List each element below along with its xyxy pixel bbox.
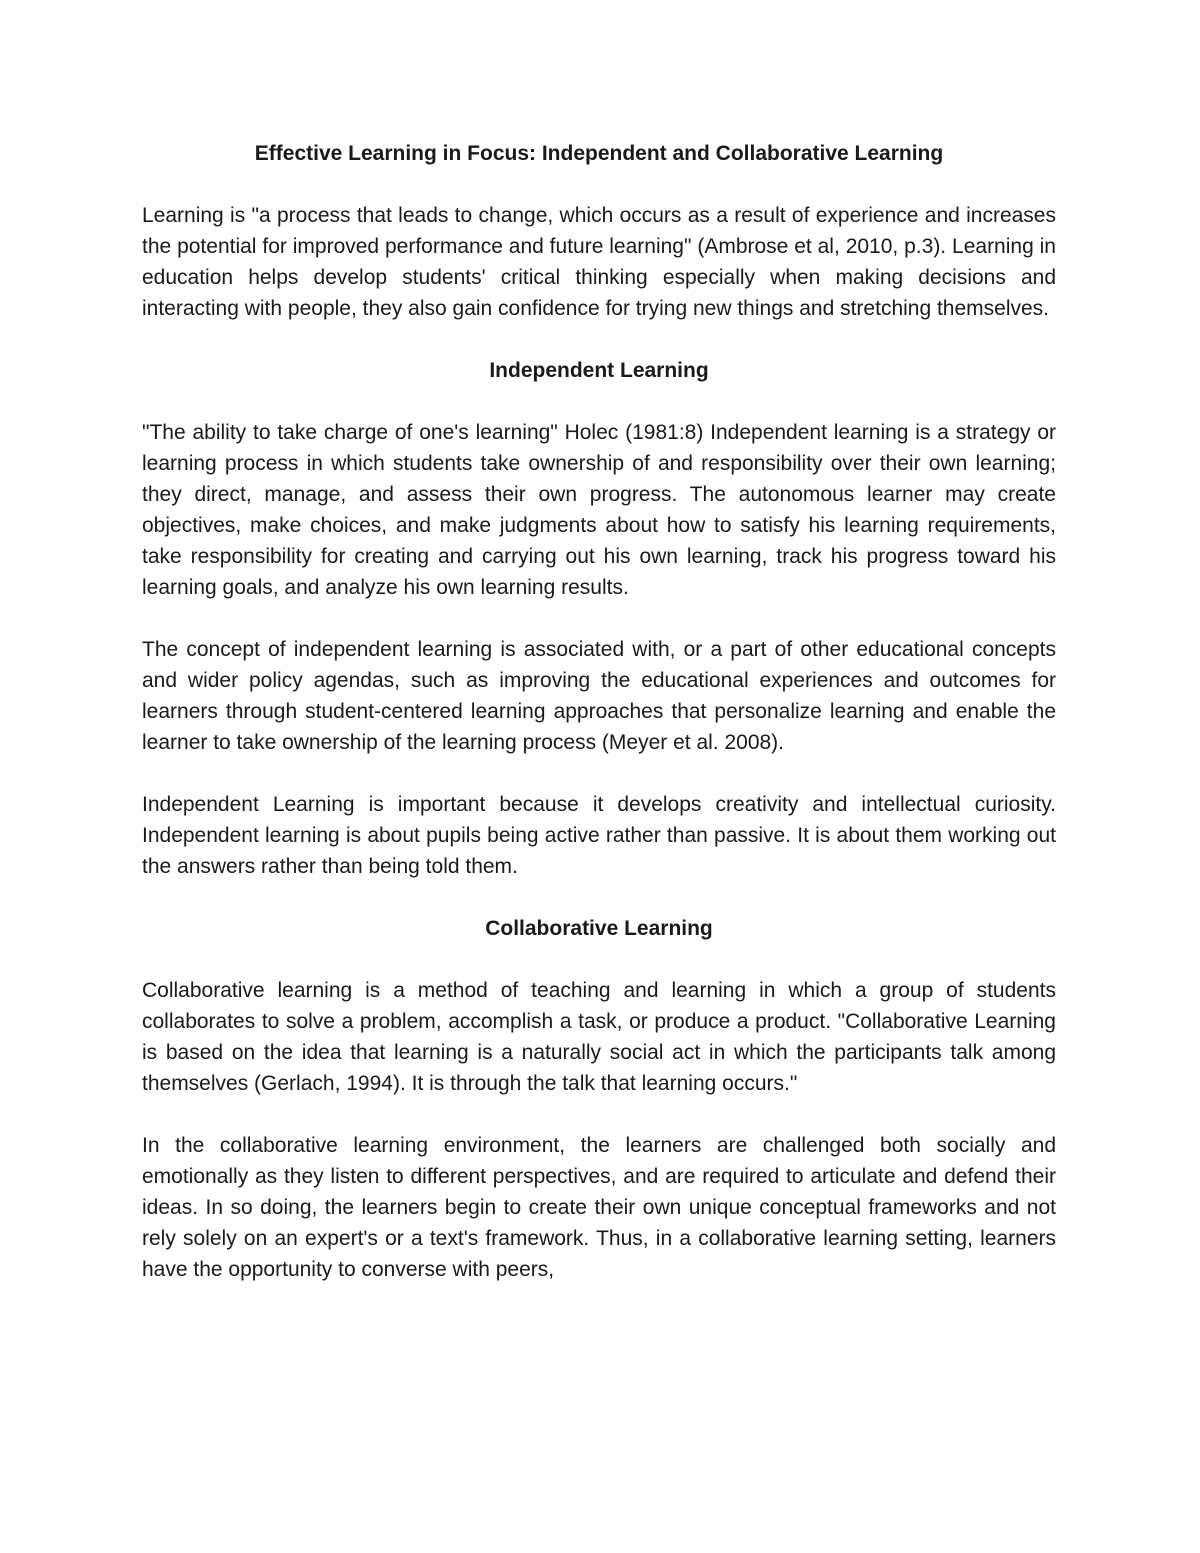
collaborative-paragraph-1: Collaborative learning is a method of teaching and learning in which a group of students collaborates to solve a problem, accomplish a task, or produce a product. "Collaborative Learning is based on the idea that learning is a naturally social act in which the participants talk among themselves (Gerlach, 1994). It is through the talk that learning occurs." [142, 979, 1056, 1095]
document-body [142, 138, 1056, 1285]
section-heading-independent: Independent Learning [489, 359, 709, 382]
independent-paragraph-2: The concept of independent learning is associated with, or a part of other educational concepts and wider policy agendas, such as improving the educational experiences and outcomes for learners through student-centered learning approaches that personalize learning and enable the learner to take ownership of the learning process (Meyer et al. 2008). [142, 638, 1056, 754]
collaborative-paragraph-2: In the collaborative learning environment, the learners are challenged both socially and emotionally as they listen to different perspectives, and are required to articulate and defend their ideas. In so doing, the learners begin to create their own unique conceptual frameworks and not rely solely on an expert's or a text's framework. Thus, in a collaborative learning setting, learners have the opportunity to converse with peers, [142, 1134, 1056, 1281]
intro-paragraph: Learning is "a process that leads to change, which occurs as a result of experience and increases the potential for improved performance and future learning" (Ambrose et al, 2010, p.3). Learning in education helps develop students' critical thinking especially when making decisions and interacting with people, they also gain confidence for trying new things and stretching themselves. [142, 204, 1056, 320]
independent-paragraph-3: Independent Learning is important because it develops creativity and intellectual curiosity. Independent learning is about pupils being active rather than passive. It is about them working out the answers rather than being told them. [142, 793, 1056, 878]
document-title: Effective Learning in Focus: Independent and Collaborative Learning [254, 142, 944, 165]
section-heading-collaborative: Collaborative Learning [485, 917, 713, 940]
independent-paragraph-1: "The ability to take charge of one's learning" Holec (1981:8) Independent learning is a strategy or learning process in which students take ownership of and responsibility over their own learning; they direct, manage, and assess their own progress. The autonomous learner may create objectives, make choices, and make judgments about how to satisfy his learning requirements, take responsibility for creating and carrying out his own learning, track his progress toward his learning goals, and analyze his own learning results. [142, 421, 1056, 599]
